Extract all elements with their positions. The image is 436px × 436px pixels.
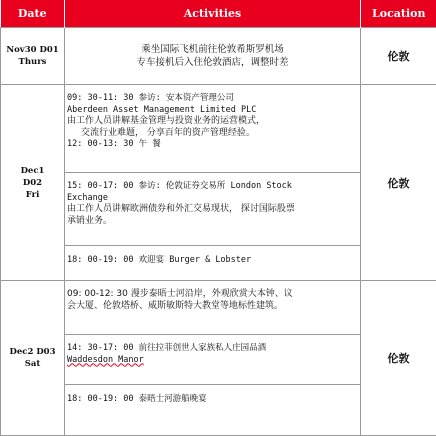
header-row	[1, 0, 436, 28]
location-cell-day1: 伦敦	[361, 28, 436, 85]
date-cell-day3	[1, 281, 65, 436]
weekday-label: Fri	[25, 189, 40, 200]
activity-text: Aberdeen Asset Management Limited PLC	[67, 104, 257, 115]
activity-time-text: 09: 30-11: 30 参访: 安本资产管理公司	[67, 93, 234, 103]
day-number-label: D02	[22, 177, 43, 188]
activity-cell-day2	[65, 85, 361, 281]
weekday-label: Sat	[24, 359, 41, 369]
activity-block	[65, 385, 360, 413]
day-row-2	[1, 85, 436, 281]
location-cell-day2: 伦敦	[361, 85, 436, 281]
activity-time-text: 18: 00-19: 00 欢迎宴 Burger & Lobster	[67, 255, 252, 265]
activity-cell-day1	[65, 28, 361, 85]
activity-time-text: 14: 30-17: 00 前往拉菲创世人家族私人庄园品酒	[67, 343, 267, 353]
activity-text: 乘坐国际飞机前往伦敦希斯罗机场	[141, 44, 284, 55]
activity-text: 会大厦、伦敦塔桥、威斯敏斯特大教堂等地标性建筑。	[67, 300, 284, 311]
date-label: Dec2 D03	[9, 347, 56, 357]
activity-text	[67, 355, 358, 367]
location-cell-day3: 伦敦	[361, 281, 436, 436]
day-row-3	[1, 281, 436, 436]
date-cell-day1	[1, 28, 65, 85]
day-row-1	[1, 28, 436, 85]
date-header: Date	[1, 0, 65, 28]
activity-text: 由工作人员讲解基金管理与投资业务的运营模式，	[67, 116, 266, 126]
activity-block	[65, 246, 360, 274]
activity-text: 交流行业难题， 分享百年的资产管理经验。	[81, 127, 255, 138]
activity-text: 承销业务。	[67, 215, 113, 226]
activity-text: 由工作人员讲解欧洲债券和外汇交易现状， 探讨国际股票	[67, 204, 295, 214]
activity-block	[65, 335, 360, 385]
activity-cell-day3	[65, 281, 361, 436]
activity-time-text: 15: 00-17: 00 参访: 伦敦证券交易所 London Stock	[67, 181, 292, 191]
date-label: Nov30 D01	[6, 45, 59, 55]
activity-text: 专车接机后入住伦敦酒店，调整时差	[136, 57, 289, 68]
location-header: Location	[361, 0, 436, 28]
activity-time-text: 18: 00-19: 00 泰晤士河游船晚宴	[67, 394, 207, 404]
weekday-label: Thurs	[18, 57, 47, 67]
spellcheck-underline: Waddesdon Manor	[67, 354, 144, 365]
activity-text: Exchange	[67, 192, 108, 203]
lunch-text: 12: 00-13: 30 午 餐	[67, 139, 161, 149]
activity-time-text: 09: 00-12: 30 漫步泰晤士河沿岸，外观欣赏大本钟、议	[67, 289, 293, 299]
activities-header: Activities	[65, 0, 361, 28]
activity-block	[65, 281, 360, 335]
activity-block	[65, 85, 360, 173]
date-label: Dec1	[20, 165, 45, 176]
activity-block	[65, 173, 360, 246]
date-cell-day2	[1, 85, 65, 281]
